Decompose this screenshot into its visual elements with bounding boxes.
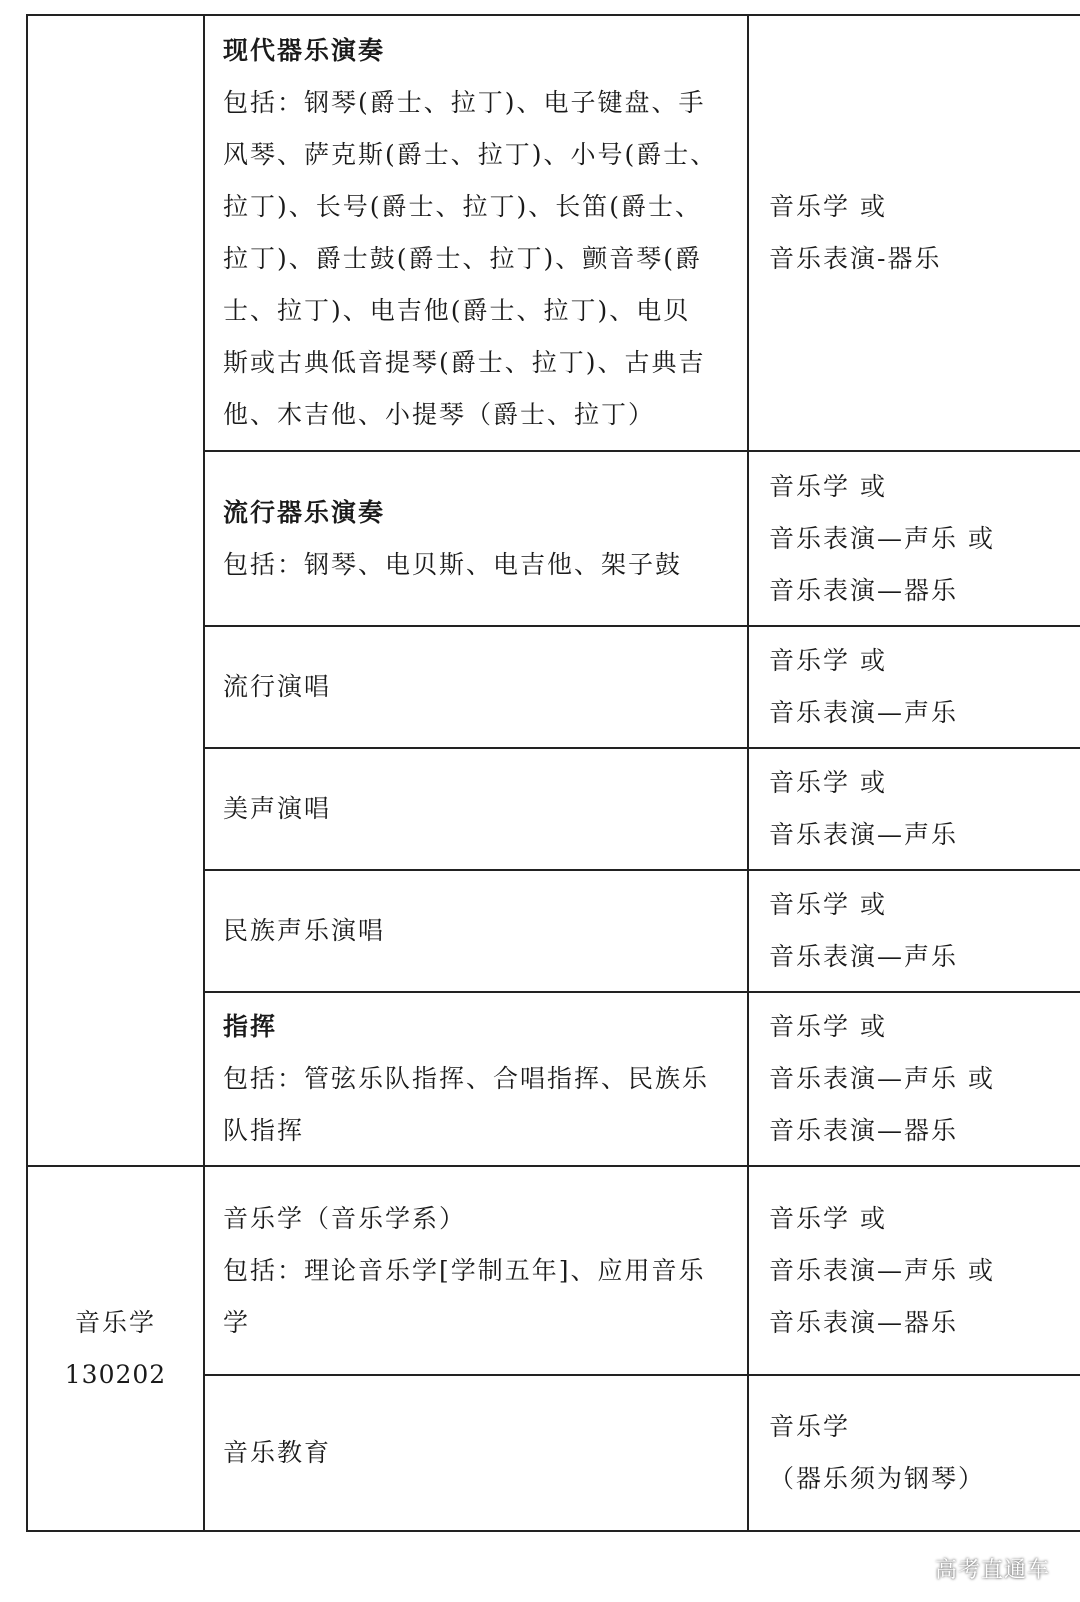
direction-cell (204, 451, 748, 626)
direction-title: 流行演唱 (223, 672, 332, 701)
direction-cell (204, 870, 748, 992)
requirement-cell (748, 15, 1080, 451)
direction-cell (204, 748, 748, 870)
major-code: 130202 (64, 1359, 167, 1389)
direction-title: 音乐学（音乐学系） (223, 1203, 467, 1233)
requirement-cell (748, 1166, 1080, 1375)
major-name: 音乐学 (74, 1307, 156, 1337)
direction-desc-line: 包括：钢琴(爵士、拉丁)、电子键盘、手 (223, 88, 706, 117)
requirement-line: 音乐表演—声乐 (769, 698, 959, 727)
major-cell-empty (27, 15, 204, 1166)
direction-desc-line: 斯或古典低音提琴(爵士、拉丁)、古典吉 (223, 348, 706, 377)
direction-desc-line: 队指挥 (223, 1116, 305, 1145)
direction-title: 指挥 (223, 1012, 278, 1041)
admission-table (26, 14, 1080, 1532)
direction-cell (204, 992, 748, 1166)
requirement-cell (748, 626, 1080, 748)
requirement-line: 音乐表演-器乐 (769, 244, 942, 273)
direction-cell (204, 15, 748, 451)
requirement-cell (748, 451, 1080, 626)
requirement-line: 音乐表演—声乐 或 (769, 523, 995, 553)
direction-cell (204, 626, 748, 748)
requirement-line: 音乐学 或 (769, 1012, 887, 1041)
requirement-cell (748, 870, 1080, 992)
requirement-line: 音乐学 或 (769, 1203, 887, 1233)
requirement-line: 音乐学 或 (769, 890, 887, 919)
direction-desc-line: 包括：理论音乐学[学制五年]、应用音乐 (223, 1255, 706, 1285)
requirement-line: （器乐须为钢琴） (769, 1464, 986, 1493)
requirement-line: 音乐表演—器乐 (769, 1116, 959, 1145)
direction-desc-line: 包括：管弦乐队指挥、合唱指挥、民族乐 (223, 1064, 710, 1093)
requirement-line: 音乐表演—器乐 (769, 1307, 959, 1337)
requirement-line: 音乐表演—声乐 或 (769, 1064, 995, 1093)
requirement-line: 音乐表演—声乐 或 (769, 1255, 995, 1285)
requirement-line: 音乐表演—器乐 (769, 575, 959, 605)
requirement-cell (748, 748, 1080, 870)
watermark-text: 高考直通车 (934, 1558, 1050, 1583)
direction-desc-line: 他、木吉他、小提琴（爵士、拉丁） (223, 400, 656, 429)
direction-desc-line: 拉丁)、爵士鼓(爵士、拉丁)、颤音琴(爵 (223, 244, 703, 273)
requirement-line: 音乐表演—声乐 (769, 820, 959, 849)
direction-title: 流行器乐演奏 (223, 497, 386, 527)
requirement-line: 音乐学 (769, 1412, 851, 1441)
direction-title: 美声演唱 (223, 794, 332, 823)
requirement-line: 音乐学 或 (769, 646, 887, 675)
direction-title: 音乐教育 (223, 1438, 332, 1467)
direction-desc-line: 风琴、萨克斯(爵士、拉丁)、小号(爵士、 (223, 140, 718, 169)
major-cell (27, 1166, 204, 1531)
direction-title: 现代器乐演奏 (223, 36, 386, 65)
direction-title: 民族声乐演唱 (223, 916, 386, 945)
requirement-line: 音乐学 或 (769, 192, 887, 221)
requirement-line: 音乐表演—声乐 (769, 942, 959, 971)
direction-cell (204, 1375, 748, 1531)
direction-cell (204, 1166, 748, 1375)
requirement-line: 音乐学 或 (769, 471, 887, 501)
direction-desc-line: 包括：钢琴、电贝斯、电吉他、架子鼓 (223, 549, 683, 579)
requirement-cell (748, 992, 1080, 1166)
direction-desc-line: 士、拉丁)、电吉他(爵士、拉丁)、电贝 (223, 296, 691, 325)
requirement-line: 音乐学 或 (769, 768, 887, 797)
table-row (27, 1166, 1080, 1375)
direction-desc-line: 学 (223, 1307, 251, 1337)
requirement-cell (748, 1375, 1080, 1531)
table-row (27, 15, 1080, 451)
direction-desc-line: 拉丁)、长号(爵士、拉丁)、长笛(爵士、 (223, 192, 703, 221)
